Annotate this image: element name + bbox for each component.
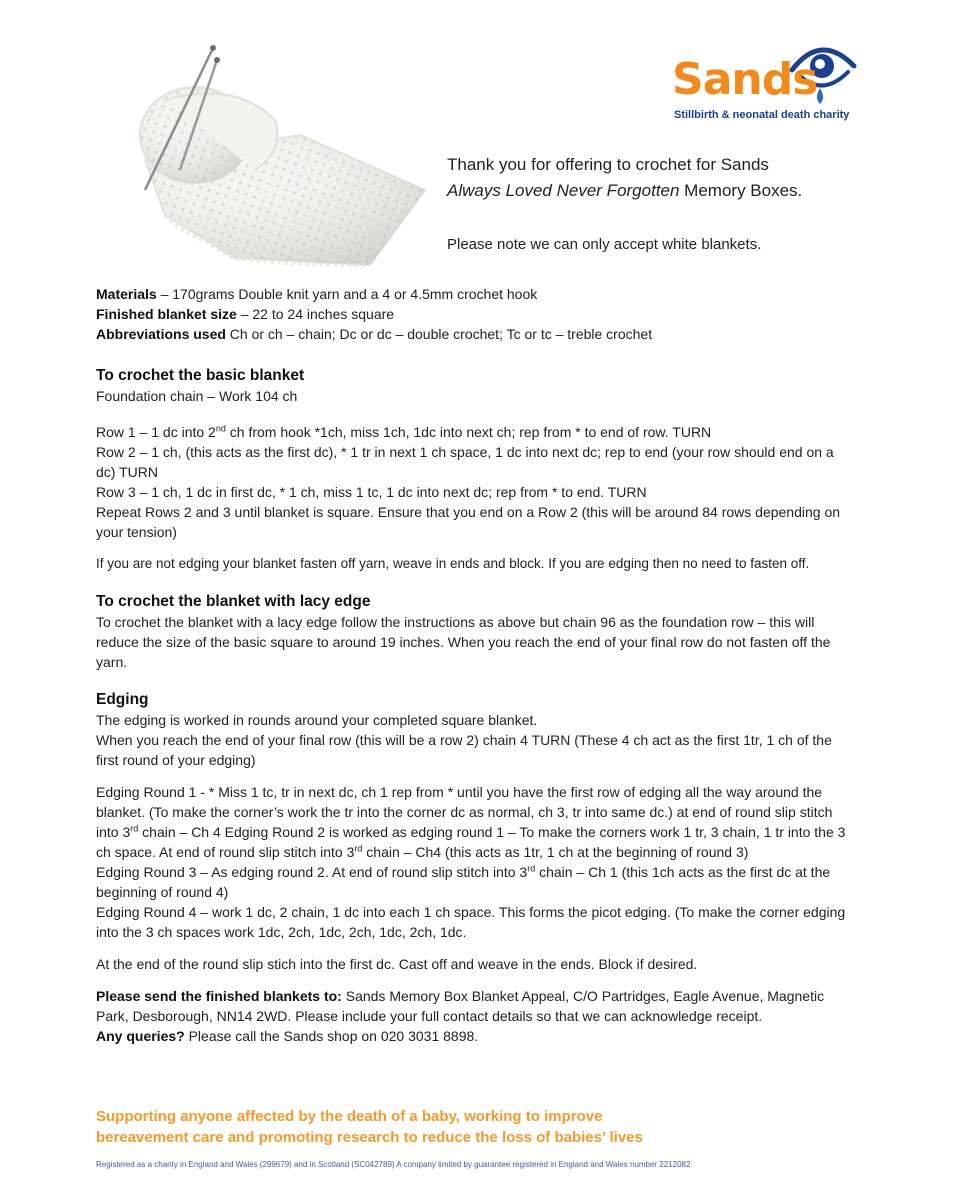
edging-intro-1: The edging is worked in rounds around your completed square blanket. — [96, 712, 538, 728]
sands-wordmark: Sands — [672, 54, 818, 105]
send-address: Please send the finished blankets to: Sands Memory Box Blanket Appeal, C/O Partridges, Eagle Avenue, Magnetic Park, Desborough, NN14 2WD. Please include your full contact details so that we can acknowledge receipt. — [96, 988, 825, 1024]
abbreviations-line: Abbreviations used Ch or ch – chain; Dc or dc – double crochet; Tc or tc – treble crochet — [96, 326, 653, 342]
row-2: Row 2 – 1 ch, (this acts as the first dc), * 1 tr in next 1 ch space, 1 dc into next dc; rep to end (your row should end on a dc) TURN — [96, 444, 834, 480]
white-blankets-note: Please note we can only accept white blankets. — [447, 236, 762, 253]
edging-round-4: Edging Round 4 – work 1 dc, 2 chain, 1 dc into each 1 ch space. This forms the picot edging. (To make the corner edging into the 3 ch spaces work 1dc, 2ch, 1dc, 2ch, 1dc, 2ch, 1dc. — [96, 904, 846, 940]
memory-box-name: Always Loved Never Forgotten — [447, 181, 680, 200]
crochet-blanket-image — [125, 40, 435, 275]
intro-text — [447, 152, 802, 258]
basic-blanket-heading: To crochet the basic blanket — [96, 367, 305, 384]
logo-tagline: Stillbirth & neonatal death charity — [674, 109, 850, 121]
intro-line-2: Always Loved Never Forgotten Memory Boxes. — [447, 181, 803, 200]
row-1: Row 1 – 1 dc into 2nd ch from hook *1ch, miss 1ch, 1dc into next ch; rep from * to end of row. TURN — [96, 423, 712, 440]
finishing-note: At the end of the round slip stich into the first dc. Cast off and weave in the ends. Block if desired. — [96, 956, 698, 972]
foundation-chain: Foundation chain – Work 104 ch — [96, 388, 298, 404]
size-line: Finished blanket size – 22 to 24 inches square — [96, 306, 395, 322]
lacy-edge-text: To crochet the blanket with a lacy edge follow the instructions as above but chain 96 as the foundation row – this will reduce the size of the basic square to around 19 inches. When you reach the end of your final row do not fasten off the yarn. — [96, 614, 831, 670]
registration-footnote: Registered as a charity in England and Wales (299679) and in Scotland (SC042789) A company limited by guarantee registered in England and Wales number 2212082 — [96, 1160, 691, 1169]
row-3: Row 3 – 1 ch, 1 dc in first dc, * 1 ch, miss 1 tc, 1 dc into next dc; rep from * to end. TURN — [96, 484, 647, 500]
intro-line-1: Thank you for offering to crochet for Sands — [447, 155, 769, 174]
edging-round-1-2: Edging Round 1 - * Miss 1 tc, tr in next dc, ch 1 rep from * until you have the first row of edging all the way around the blanket. (To make the corner’s work the tr into the corner dc as normal, ch 3, tr into same dc.) at end of round slip stitch into 3rd chain – Ch 4 Edging Round 2 is worked as edging round 1 – To make the corners work 1 tr, 3 chain, 1 tr into the 3 ch space. At end of round slip stitch into 3rd chain – Ch4 (this acts as 1tr, 1 ch at the beginning of round 3) — [96, 784, 846, 860]
edging-round-3: Edging Round 3 – As edging round 2. At end of round slip stitch into 3rd chain – Ch 1 (this 1ch acts as the first dc at the beginning of round 4) — [96, 863, 831, 900]
queries-line: Any queries? Please call the Sands shop on 020 3031 8898. — [96, 1028, 479, 1044]
fasten-off-note: If you are not edging your blanket fasten off yarn, weave in ends and block. If you are edging then no need to fasten off. — [96, 556, 810, 571]
edging-heading: Edging — [96, 691, 149, 708]
sands-logo — [672, 36, 872, 126]
charity-tagline: Supporting anyone affected by the death of a baby, working to improve bereavement care and promoting research to reduce the loss of babies’ lives — [96, 1108, 643, 1146]
edging-intro-2: When you reach the end of your final row (this will be a row 2) chain 4 TURN (These 4 ch act as the first 1tr, 1 ch of the first round of your edging) — [96, 732, 832, 768]
materials-line: Materials – 170grams Double knit yarn and a 4 or 4.5mm crochet hook — [96, 286, 538, 302]
lacy-edge-heading: To crochet the blanket with lacy edge — [96, 593, 371, 610]
instructions-body — [96, 284, 856, 1046]
repeat-rows: Repeat Rows 2 and 3 until blanket is square. Ensure that you end on a Row 2 (this will be around 84 rows depending on your tension) — [96, 504, 841, 540]
